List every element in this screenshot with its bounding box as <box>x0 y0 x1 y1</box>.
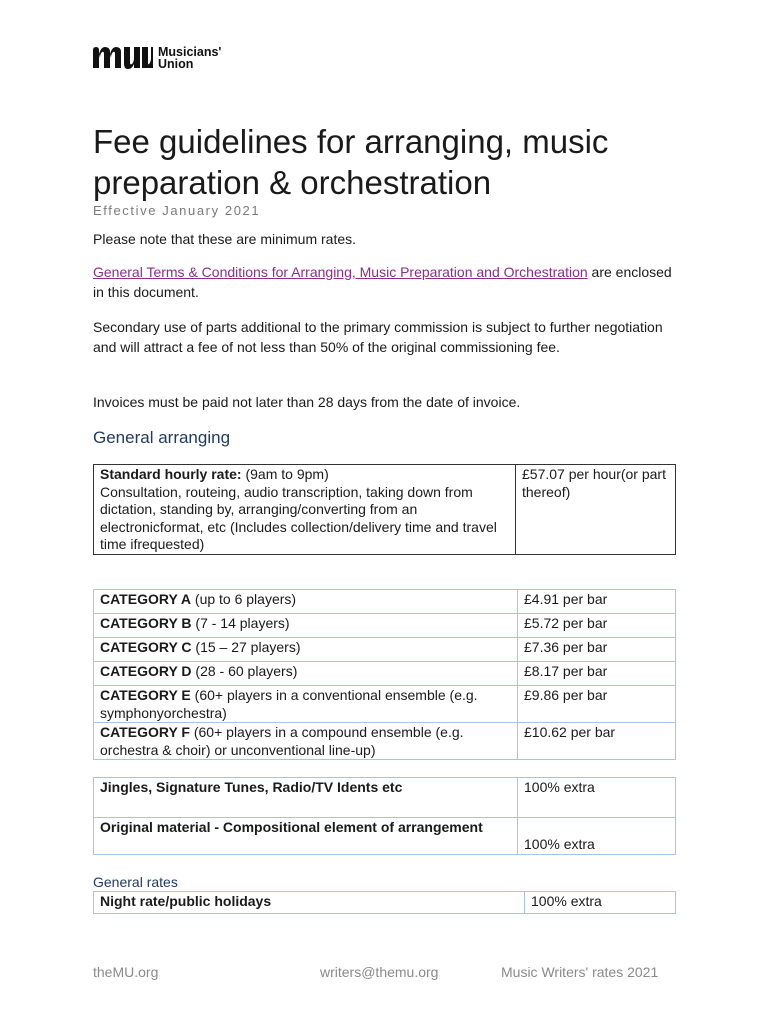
table-row <box>94 465 676 555</box>
table-row <box>94 723 676 760</box>
category-cell <box>94 590 518 614</box>
footer-email: writers@themu.org <box>320 964 439 980</box>
category-detail: (7 - 14 players) <box>191 615 290 631</box>
logo-line2: Union <box>158 57 194 71</box>
extra-rate <box>518 818 676 855</box>
hourly-rate-description: Consultation, routeing, audio transcription, taking down from dictation, standing by, arranging/converting from an electronicformat, etc (Includes collection/delivery time and travel time ifrequested) <box>100 483 497 552</box>
category-rate: £4.91 per bar <box>518 590 676 614</box>
hourly-rate-description-cell <box>94 465 516 555</box>
logo-wordmark <box>158 46 221 70</box>
hourly-rate-value: £57.07 per hour(or part thereof) <box>516 465 676 555</box>
hourly-rate-label: Standard hourly rate: <box>100 466 242 482</box>
terms-link[interactable]: General Terms & Conditions for Arranging, Music Preparation and Orchestration <box>93 264 588 280</box>
category-rate: £5.72 per bar <box>518 614 676 638</box>
table-row <box>94 892 676 914</box>
section-heading-general-rates: General rates <box>93 874 178 890</box>
category-name: CATEGORY C <box>100 639 192 655</box>
category-detail: (15 – 27 players) <box>191 639 301 655</box>
secondary-use-note: Secondary use of parts additional to the primary commission is subject to further negotiation and will attract a fee of not less than 50% of the original commissioning fee. <box>93 319 663 355</box>
category-cell <box>94 614 518 638</box>
extra-label <box>94 778 518 818</box>
table-row <box>94 662 676 686</box>
table-row <box>94 614 676 638</box>
table-row <box>94 686 676 723</box>
category-cell <box>94 723 518 760</box>
category-rate: £7.36 per bar <box>518 638 676 662</box>
category-rates-table <box>93 589 676 760</box>
general-rate-value: 100% extra <box>525 892 676 914</box>
footer-doc-title: Music Writers' rates 2021 <box>501 964 659 980</box>
table-row <box>94 638 676 662</box>
extra-rate: 100% extra <box>518 778 676 818</box>
table-row <box>94 778 676 818</box>
terms-note-rest: are enclosed in this document. <box>93 264 672 300</box>
page-title: Fee guidelines for arranging, music preparation & orchestration <box>93 123 609 201</box>
table-row <box>94 590 676 614</box>
category-detail: (28 - 60 players) <box>191 663 298 679</box>
logo-line1: Musicians' <box>158 45 222 59</box>
category-rate: £8.17 per bar <box>518 662 676 686</box>
table-row <box>94 818 676 855</box>
category-detail: (up to 6 players) <box>191 591 297 607</box>
minimum-rates-note: Please note that these are minimum rates. <box>93 231 357 247</box>
category-cell <box>94 686 518 723</box>
category-name: CATEGORY B <box>100 615 192 631</box>
hourly-rate-table <box>93 464 676 555</box>
general-rates-table <box>93 891 676 914</box>
category-rate: £9.86 per bar <box>518 686 676 723</box>
category-name: CATEGORY E <box>100 687 191 703</box>
category-name: CATEGORY A <box>100 591 192 607</box>
hourly-rate-hours: (9am to 9pm) <box>241 466 329 482</box>
extra-label <box>94 818 518 855</box>
logo <box>93 46 221 70</box>
footer-site: theMU.org <box>93 964 159 980</box>
general-rate-label <box>94 892 525 914</box>
category-name: CATEGORY D <box>100 663 192 679</box>
extra-label-text: Jingles, Signature Tunes, Radio/TV Idents etc <box>100 779 403 795</box>
section-heading-general-arranging: General arranging <box>93 428 231 447</box>
category-detail: (60+ players in a compound ensemble (e.g. orchestra & choir) or unconventional line-up) <box>100 724 464 758</box>
terms-note <box>93 262 678 302</box>
extras-table <box>93 777 676 855</box>
category-detail: (60+ players in a conventional ensemble (e.g. symphonyorchestra) <box>100 687 478 721</box>
extra-label-text: Original material - Compositional element of arrangement <box>100 819 483 835</box>
category-rate: £10.62 per bar <box>518 723 676 760</box>
page-subtitle: Effective January 2021 <box>93 203 261 218</box>
general-rate-label-text: Night rate/public holidays <box>100 893 272 909</box>
extra-rate-text: 100% extra <box>524 836 595 852</box>
mu-logo-icon <box>93 46 153 70</box>
category-cell <box>94 638 518 662</box>
invoice-note: Invoices must be paid not later than 28 days from the date of invoice. <box>93 394 521 410</box>
category-name: CATEGORY F <box>100 724 190 740</box>
category-cell <box>94 662 518 686</box>
